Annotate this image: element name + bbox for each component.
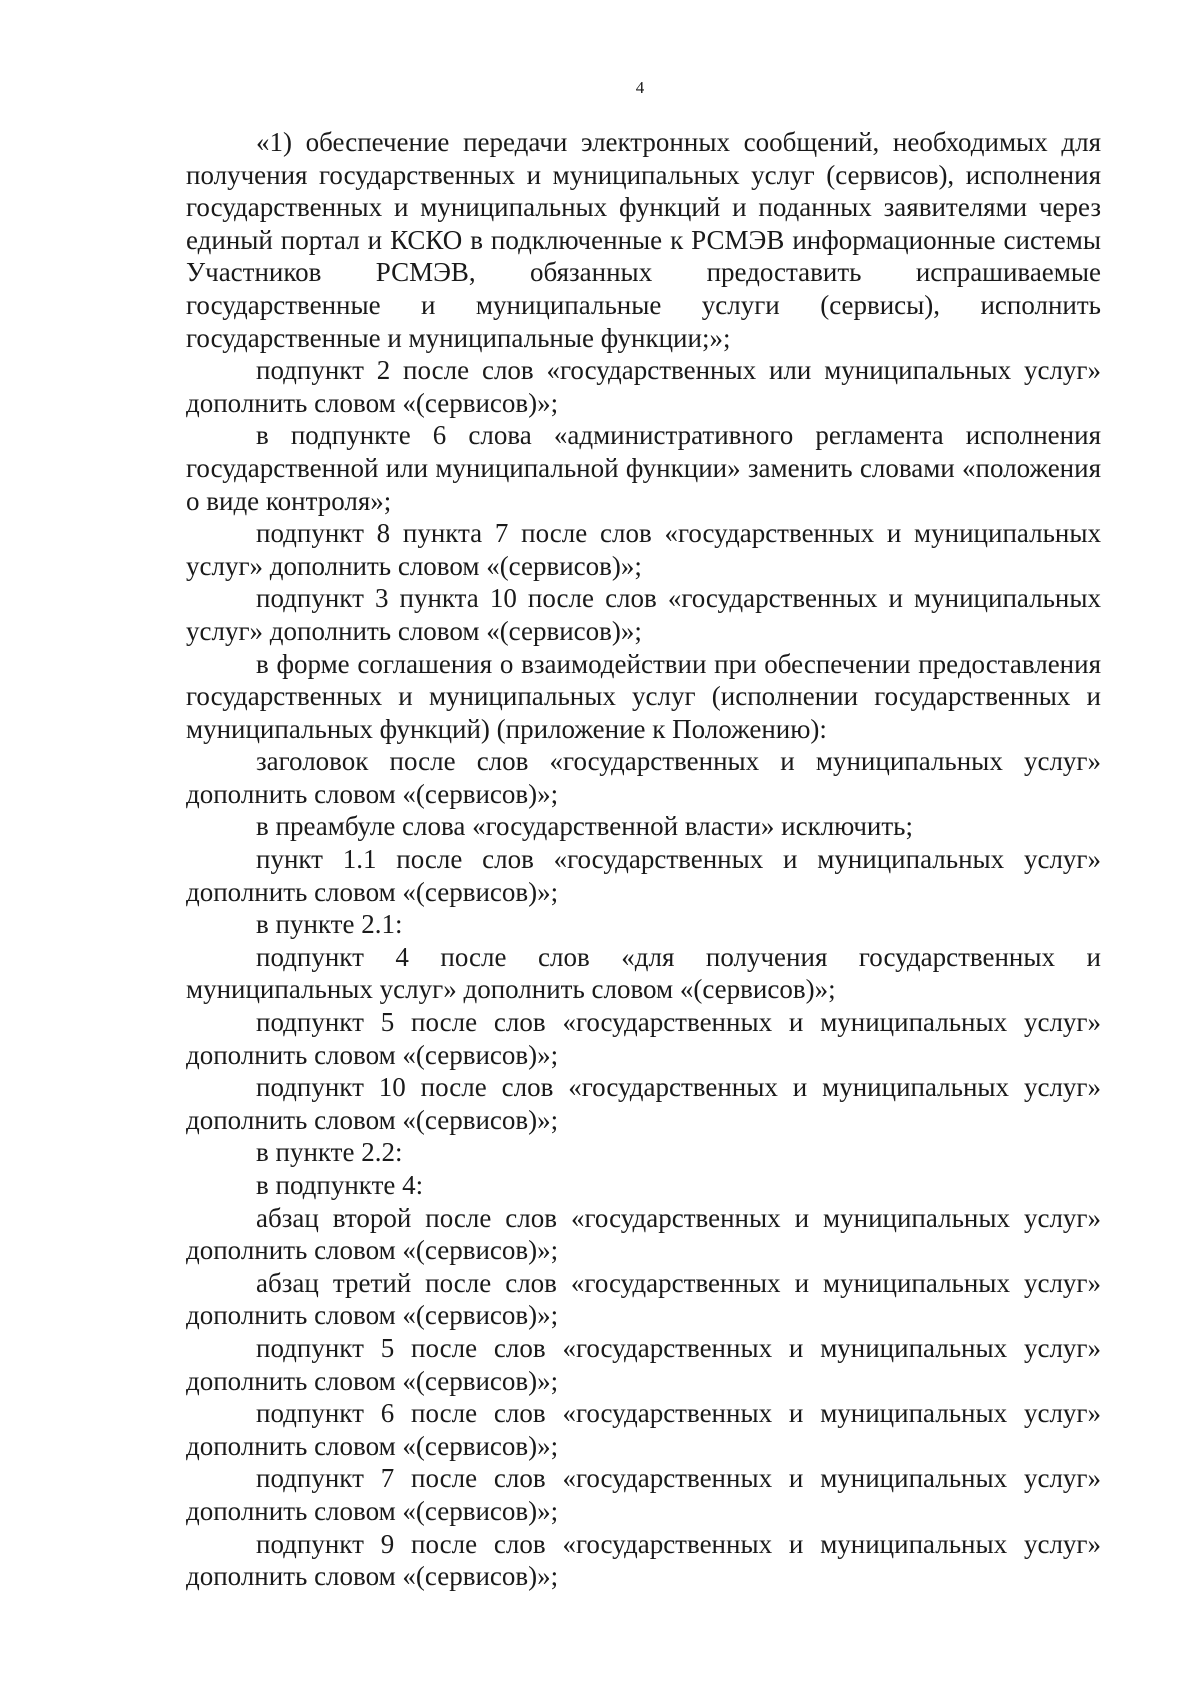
paragraph: в форме соглашения о взаимодействии при обеспечении предоставления государственных и муниципальных услуг (исполнении государственных и муниципальных функций) (приложение к Положению): bbox=[186, 648, 1101, 744]
paragraph: заголовок после слов «государственных и муниципальных услуг» дополнить словом «(сервисов)»; bbox=[186, 746, 1101, 809]
paragraph: подпункт 5 после слов «государственных и муниципальных услуг» дополнить словом «(сервисов)»; bbox=[186, 1332, 1101, 1396]
paragraph: в подпункте 6 слова «административного регламента исполнения государственной или муниципальной функции» заменить словами «положения о виде контроля»; bbox=[186, 420, 1101, 516]
paragraph: подпункт 10 после слов «государственных и муниципальных услуг» дополнить словом «(сервисов)»; bbox=[186, 1072, 1101, 1135]
paragraph: в преамбуле слова «государственной власти» исключить; bbox=[256, 811, 913, 842]
paragraph: подпункт 6 после слов «государственных и муниципальных услуг» дополнить словом «(сервисов)»; bbox=[186, 1398, 1101, 1461]
paragraph: абзац второй после слов «государственных и муниципальных услуг» дополнить словом «(сервисов)»; bbox=[186, 1202, 1101, 1266]
paragraph: подпункт 9 после слов «государственных и муниципальных услуг» дополнить словом «(сервисов)»; bbox=[186, 1528, 1101, 1592]
paragraph: подпункт 7 после слов «государственных и муниципальных услуг» дополнить словом «(сервисов)»; bbox=[186, 1463, 1101, 1526]
paragraph: подпункт 8 пункта 7 после слов «государственных и муниципальных услуг» дополнить словом «(сервисов)»; bbox=[186, 518, 1101, 581]
paragraph: в подпункте 4: bbox=[256, 1170, 424, 1200]
paragraph: пункт 1.1 после слов «государственных и муниципальных услуг» дополнить словом «(сервисов)»; bbox=[186, 844, 1101, 907]
paragraph: в пункте 2.1: bbox=[256, 909, 403, 940]
paragraph: подпункт 3 пункта 10 после слов «государственных и муниципальных услуг» дополнить словом «(сервисов)»; bbox=[186, 583, 1101, 646]
page-number: 4 bbox=[635, 78, 645, 97]
document-body bbox=[186, 126, 1101, 1593]
paragraph: подпункт 5 после слов «государственных и муниципальных услуг» дополнить словом «(сервисов)»; bbox=[186, 1007, 1101, 1070]
paragraph: подпункт 4 после слов «для получения государственных и муниципальных услуг» дополнить словом «(сервисов)»; bbox=[186, 941, 1101, 1005]
paragraph: в пункте 2.2: bbox=[256, 1137, 403, 1168]
paragraph: абзац третий после слов «государственных и муниципальных услуг» дополнить словом «(сервисов)»; bbox=[186, 1267, 1101, 1331]
paragraph: подпункт 2 после слов «государственных или муниципальных услуг» дополнить словом «(сервисов)»; bbox=[186, 355, 1101, 418]
paragraph: «1) обеспечение передачи электронных сообщений, необходимых для получения государственных и муниципальных услуг (сервисов), исполнения государственных и муниципальных функций и поданных заявителями через единый портал и КСКО в подключенные к РСМЭВ информационные системы Участников РСМЭВ, обязанных предоставить испрашиваемые государственные и муниципальные услуги (сервисы), исполнить государственные и муниципальные функции;»; bbox=[186, 127, 1101, 353]
